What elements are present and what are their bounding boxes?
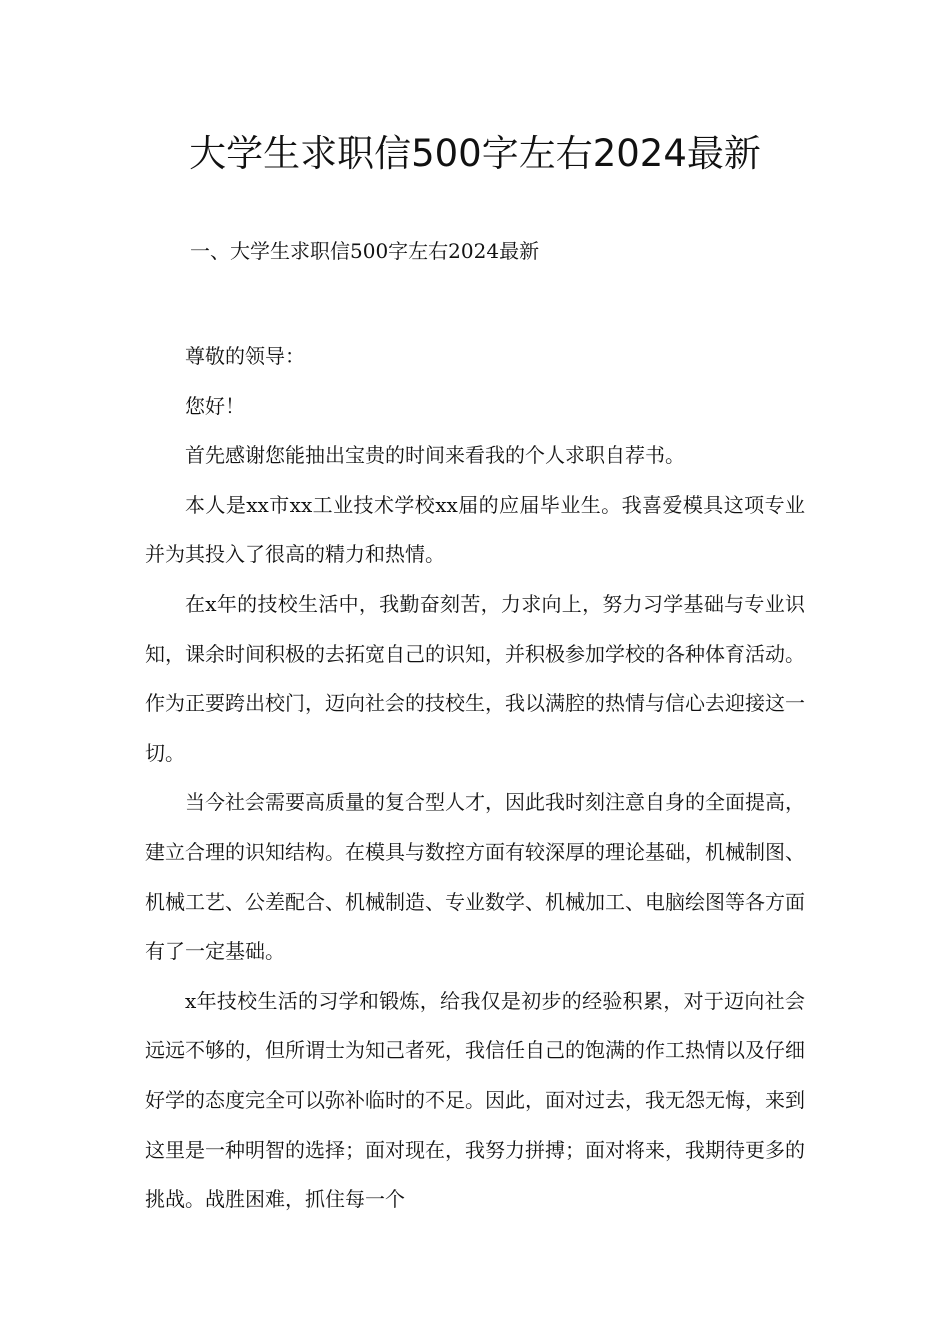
body-paragraph: 当今社会需要高质量的复合型人才，因此我时刻注意自身的全面提高，建立合理的识知结构。在模具与数控方面有较深厚的理论基础，机械制图、机械工艺、公差配合、机械制造、专业数学、机械加工、电脑绘图等各方面有了一定基础。 (145, 790, 805, 964)
greeting: 您好！ (185, 393, 245, 418)
salutation: 尊敬的领导： (185, 344, 305, 368)
section-heading: 一、大学生求职信500字左右2024最新 (190, 239, 540, 263)
body-paragraph: 在x年的技校生活中，我勤奋刻苦，力求向上，努力习学基础与专业识知，课余时间积极的去拓宽自己的识知，并积极参加学校的各种体育活动。作为正要跨出校门，迈向社会的技校生，我以满腔的热情与信心去迎接这一切。 (145, 591, 805, 765)
document-title: 大学生求职信500字左右2024最新 (189, 132, 761, 175)
body-paragraph: x年技校生活的习学和锻炼，给我仅是初步的经验积累，对于迈向社会远远不够的，但所谓士为知己者死，我信任自己的饱满的作工热情以及仔细好学的态度完全可以弥补临时的不足。因此，面对过去，我无怨无悔，来到这里是一种明智的选择；面对现在，我努力拼搏；面对将来，我期待更多的挑战。战胜困难，抓住每一个 (145, 988, 805, 1212)
body-paragraph: 本人是xx市xx工业技术学校xx届的应届毕业生。我喜爱模具这项专业并为其投入了很高的精力和热情。 (145, 492, 805, 567)
body-paragraph: 首先感谢您能抽出宝贵的时间来看我的个人求职自荐书。 (185, 443, 685, 468)
letter-body (145, 332, 805, 1225)
